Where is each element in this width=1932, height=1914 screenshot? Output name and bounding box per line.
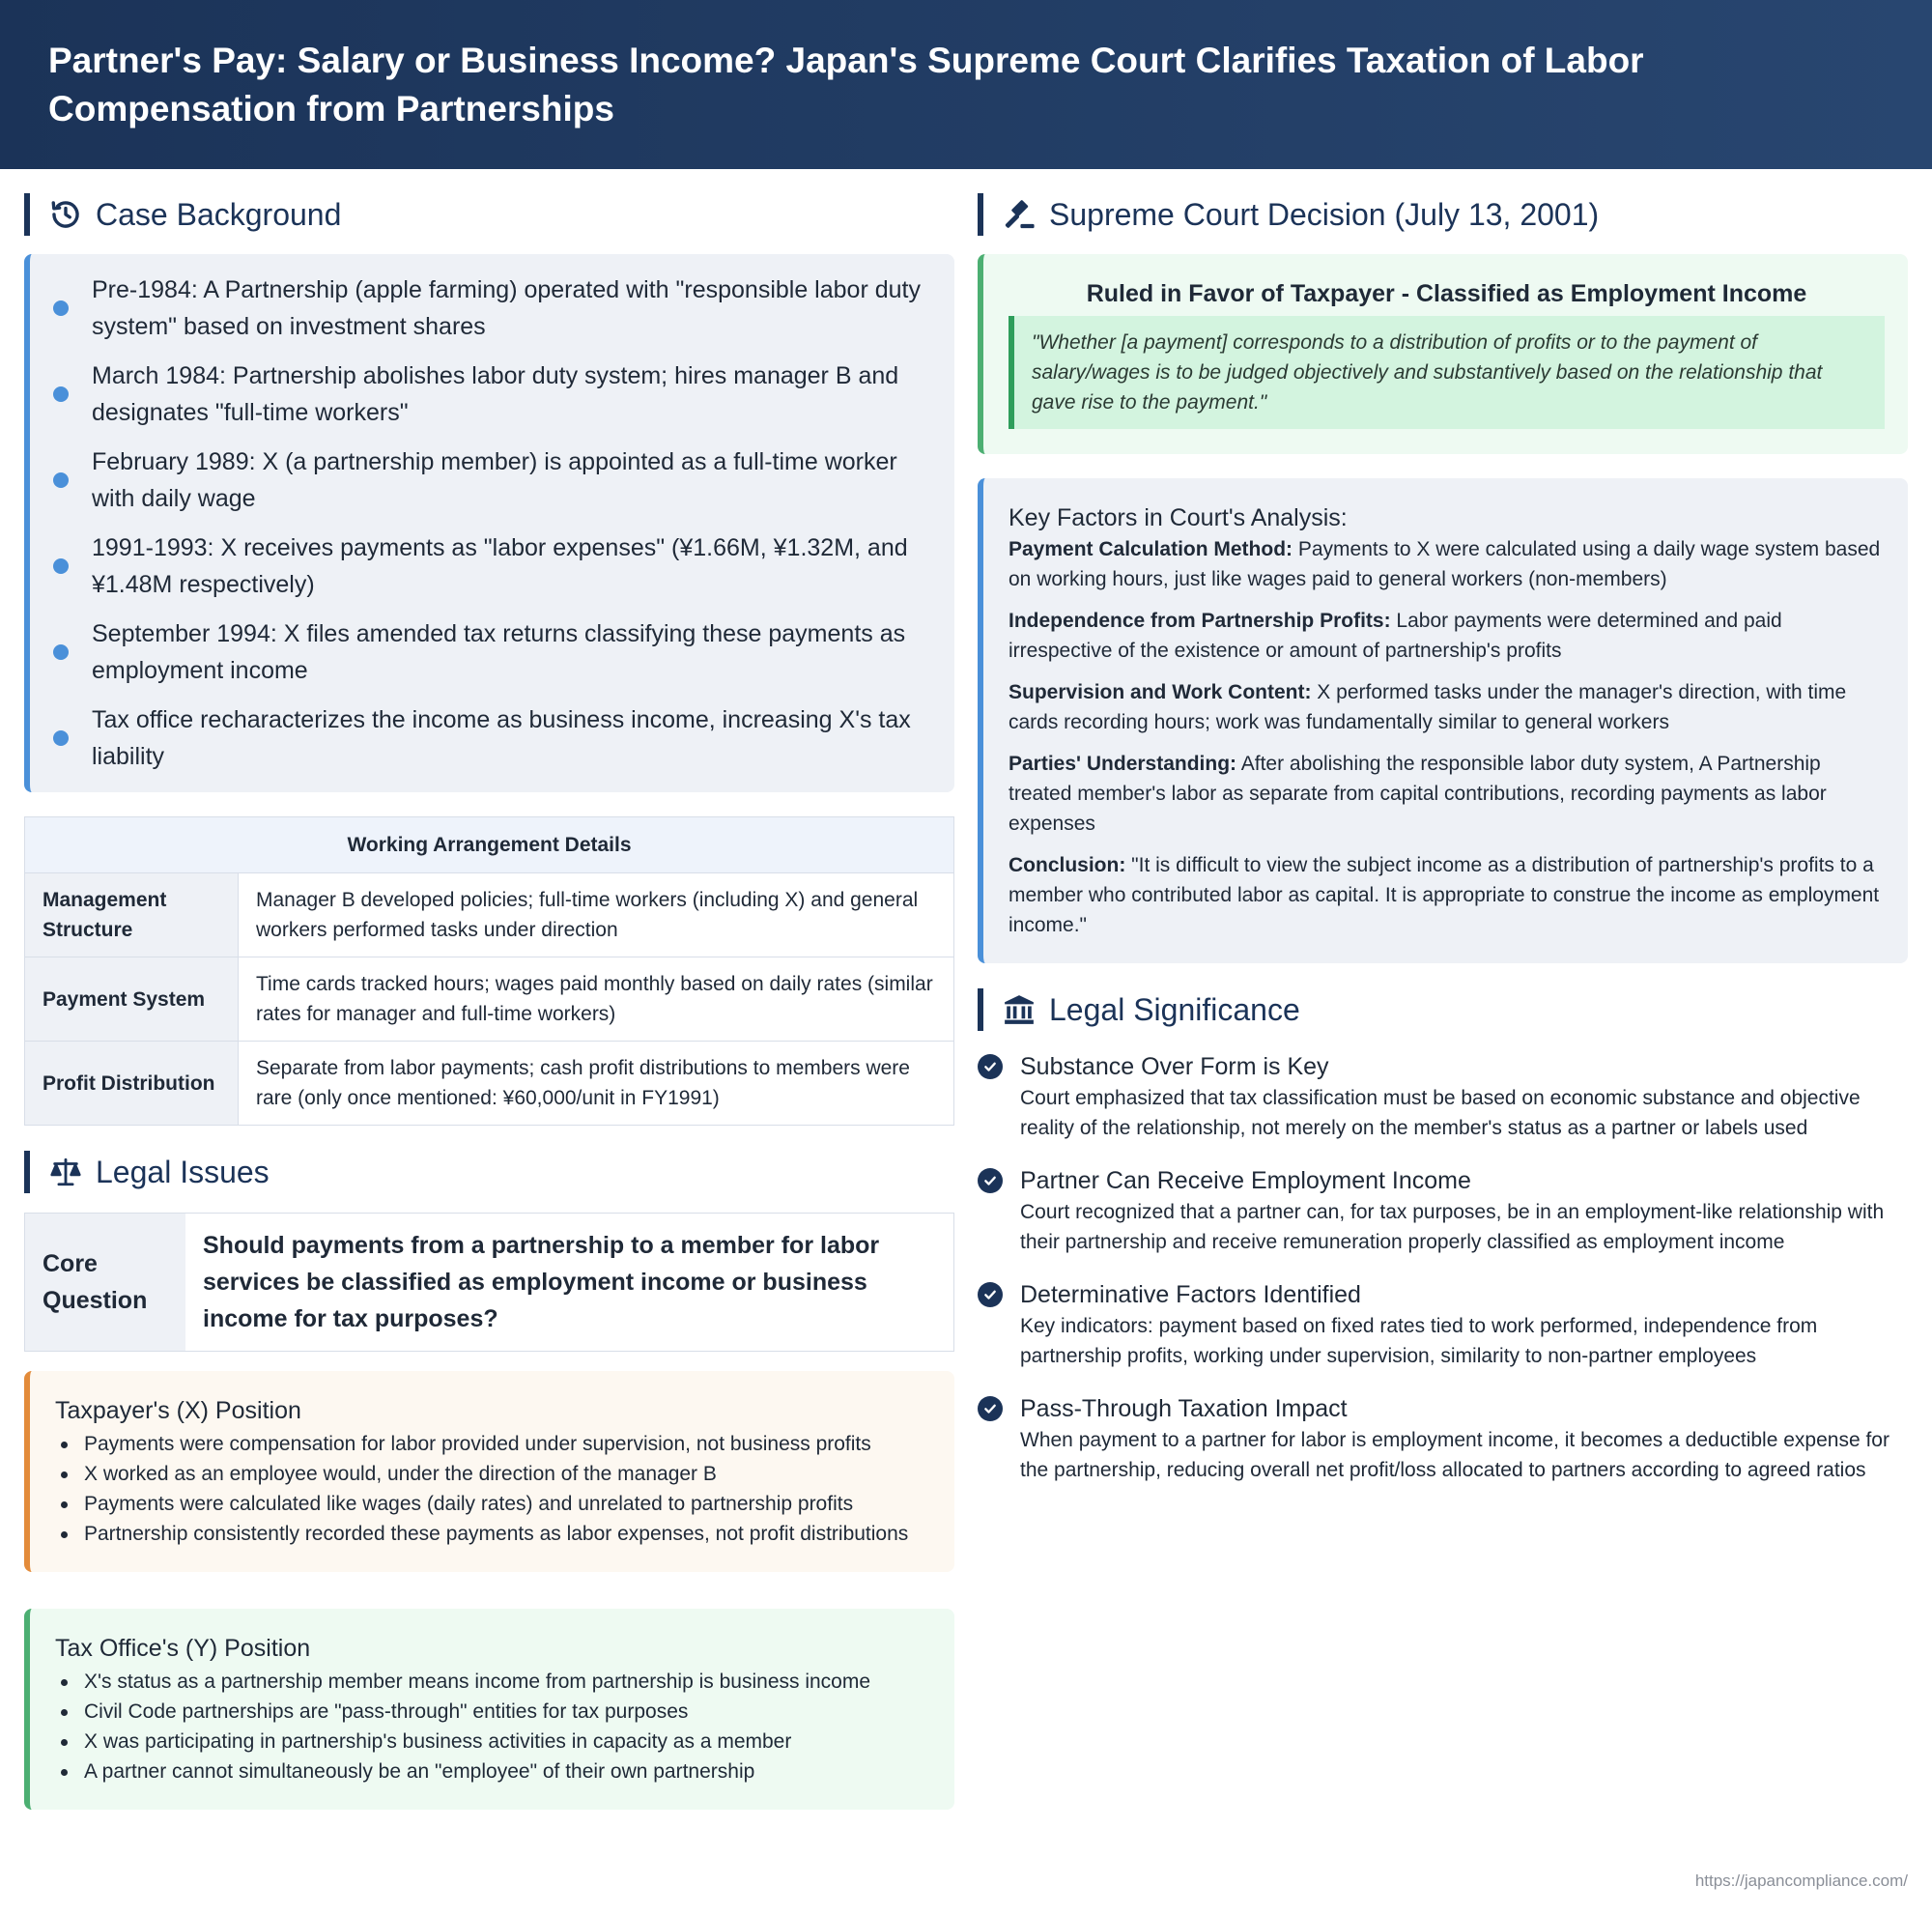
check-circle-icon [978, 1282, 1003, 1307]
significance-title: Partner Can Receive Employment Income [1020, 1167, 1471, 1194]
factor-item [1009, 677, 1881, 737]
section-title-text: Case Background [96, 196, 342, 232]
bank-icon [1003, 993, 1036, 1026]
list-item: Pre-1984: A Partnership (apple farming) operated with "responsible labor duty system" based on investment shares [53, 271, 927, 345]
check-circle-icon [978, 1396, 1003, 1421]
table-row-label: Profit Distribution [25, 1042, 239, 1126]
bullet-icon [53, 558, 69, 574]
tax-office-position-box [24, 1609, 954, 1810]
ruling-box [978, 254, 1908, 454]
significance-desc: Court recognized that a partner can, for tax purposes, be in an employment-like relationship with their partnership and receive remuneration properly classified as employment income [1020, 1201, 1885, 1253]
factor-label: Conclusion: [1009, 854, 1126, 876]
bullet-icon [53, 730, 69, 746]
taxpayer-position-title: Taxpayer's (X) Position [55, 1397, 301, 1424]
bullet-icon [53, 472, 69, 488]
factor-item [1009, 534, 1881, 594]
page-title: Partner's Pay: Salary or Business Income? Japan's Supreme Court Clarifies Taxation of Labor Compensation from Partnerships [48, 41, 1644, 129]
significance-title: Determinative Factors Identified [1020, 1281, 1361, 1308]
list-item [978, 1050, 1908, 1143]
table-row [25, 873, 954, 957]
table-header-row [25, 817, 954, 873]
factor-label: Parties' Understanding: [1009, 753, 1237, 775]
bullet-icon [53, 386, 69, 402]
court-quote: "Whether [a payment] corresponds to a distribution of profits or to the payment of salary/wages is to be judged objectively and substantively based on the relationship that gave rise to the payment." [1009, 316, 1885, 429]
list-item: A partner cannot simultaneously be an "employee" of their own partnership [55, 1757, 927, 1786]
right-column [978, 169, 1908, 1506]
key-factors-box [978, 478, 1908, 963]
list-item: Payments were compensation for labor provided under supervision, not business profits [55, 1429, 927, 1459]
list-item [978, 1164, 1908, 1257]
section-title-text: Legal Significance [1049, 991, 1300, 1027]
significance-desc: Court emphasized that tax classification must be based on economic substance and objective reality of the relationship, not merely on the member's status as a partner or labels used [1020, 1087, 1861, 1139]
core-question-text: Should payments from a partnership to a member for labor services be classified as employment income or business income for tax purposes? [203, 1232, 880, 1332]
table-row-value: Manager B developed policies; full-time workers (including X) and general workers performed tasks under direction [239, 873, 954, 957]
section-supreme-court-decision [978, 193, 1908, 236]
check-circle-icon [978, 1054, 1003, 1079]
list-item: March 1984: Partnership abolishes labor duty system; hires manager B and designates "full-time workers" [53, 357, 927, 431]
tax-office-position-list [55, 1667, 927, 1786]
list-item: Tax office recharacterizes the income as business income, increasing X's tax liability [53, 701, 927, 775]
factor-text: After abolishing the responsible labor duty system, A Partnership treated member's labor as separate from capital contributions, recording payments as labor expenses [1009, 753, 1827, 835]
section-case-background [24, 193, 954, 236]
factor-text: X performed tasks under the manager's direction, with time cards recording hours; work was fundamentally similar to general workers [1009, 681, 1847, 733]
section-title-text: Supreme Court Decision (July 13, 2001) [1049, 196, 1600, 232]
factor-text: Labor payments were determined and paid irrespective of the existence or amount of partnership's profits [1009, 610, 1782, 662]
gavel-icon [1003, 198, 1036, 231]
section-title-text: Legal Issues [96, 1154, 270, 1189]
tax-office-position-title: Tax Office's (Y) Position [55, 1635, 311, 1662]
section-legal-significance [978, 988, 1908, 1031]
table-title: Working Arrangement Details [25, 817, 954, 873]
core-question-label: Core Question [25, 1214, 185, 1351]
list-item: Partnership consistently recorded these payments as labor expenses, not profit distributions [55, 1519, 927, 1549]
left-column [24, 169, 954, 1810]
list-item: February 1989: X (a partnership member) is appointed as a full-time worker with daily wage [53, 443, 927, 517]
list-item: X's status as a partnership member means income from partnership is business income [55, 1667, 927, 1697]
background-box [24, 254, 954, 792]
factor-item [1009, 749, 1881, 839]
bullet-icon [53, 644, 69, 660]
scales-icon [49, 1156, 82, 1188]
significance-list [978, 1050, 1908, 1485]
bullet-icon [53, 300, 69, 316]
section-legal-issues [24, 1151, 954, 1193]
taxpayer-position-box [24, 1371, 954, 1572]
factor-label: Payment Calculation Method: [1009, 538, 1293, 560]
significance-title: Pass-Through Taxation Impact [1020, 1395, 1348, 1422]
factor-item [1009, 606, 1881, 666]
list-item: Civil Code partnerships are "pass-through" entities for tax purposes [55, 1697, 927, 1727]
significance-desc: Key indicators: payment based on fixed rates tied to work performed, independence from partnership profits, working under supervision, similarity to non-partner employees [1020, 1315, 1818, 1367]
factor-item [1009, 850, 1881, 940]
history-icon [49, 198, 82, 231]
list-item: September 1994: X files amended tax returns classifying these payments as employment income [53, 615, 927, 689]
significance-desc: When payment to a partner for labor is employment income, it becomes a deductible expense for the partnership, reducing overall net profit/loss allocated to partners according to agreed ratios [1020, 1429, 1889, 1481]
list-item: X worked as an employee would, under the direction of the manager B [55, 1459, 927, 1489]
list-item: X was participating in partnership's business activities in capacity as a member [55, 1727, 927, 1757]
page-header [0, 0, 1932, 169]
table-row [25, 1042, 954, 1126]
ruling-title: Ruled in Favor of Taxpayer - Classified as Employment Income [1086, 280, 1807, 307]
list-item [978, 1278, 1908, 1371]
arrangement-table [24, 816, 954, 1126]
table-row-value: Separate from labor payments; cash profit distributions to members were rare (only once mentioned: ¥60,000/unit in FY1991) [239, 1042, 954, 1126]
factor-label: Supervision and Work Content: [1009, 681, 1312, 703]
factor-text: "It is difficult to view the subject income as a distribution of partnership's profits to a member who contributed labor as capital. It is appropriate to construe the income as employment income." [1009, 854, 1880, 936]
table-row-value: Time cards tracked hours; wages paid monthly based on daily rates (similar rates for manager and full-time workers) [239, 957, 954, 1042]
factor-label: Independence from Partnership Profits: [1009, 610, 1391, 632]
core-question-row [24, 1213, 954, 1352]
list-item: Payments were calculated like wages (daily rates) and unrelated to partnership profits [55, 1489, 927, 1519]
table-row [25, 957, 954, 1042]
check-circle-icon [978, 1168, 1003, 1193]
factor-text: Payments to X were calculated using a daily wage system based on working hours, just like wages paid to general workers (non-members) [1009, 538, 1881, 590]
footer-url: https://japancompliance.com/ [1694, 1871, 1908, 1890]
significance-title: Substance Over Form is Key [1020, 1053, 1329, 1080]
table-row-label: Management Structure [25, 873, 239, 957]
taxpayer-position-list [55, 1429, 927, 1549]
list-item [978, 1392, 1908, 1485]
list-item: 1991-1993: X receives payments as "labor expenses" (¥1.66M, ¥1.32M, and ¥1.48M respectively) [53, 529, 927, 603]
key-factors-title: Key Factors in Court's Analysis: [1009, 504, 1348, 531]
table-row-label: Payment System [25, 957, 239, 1042]
